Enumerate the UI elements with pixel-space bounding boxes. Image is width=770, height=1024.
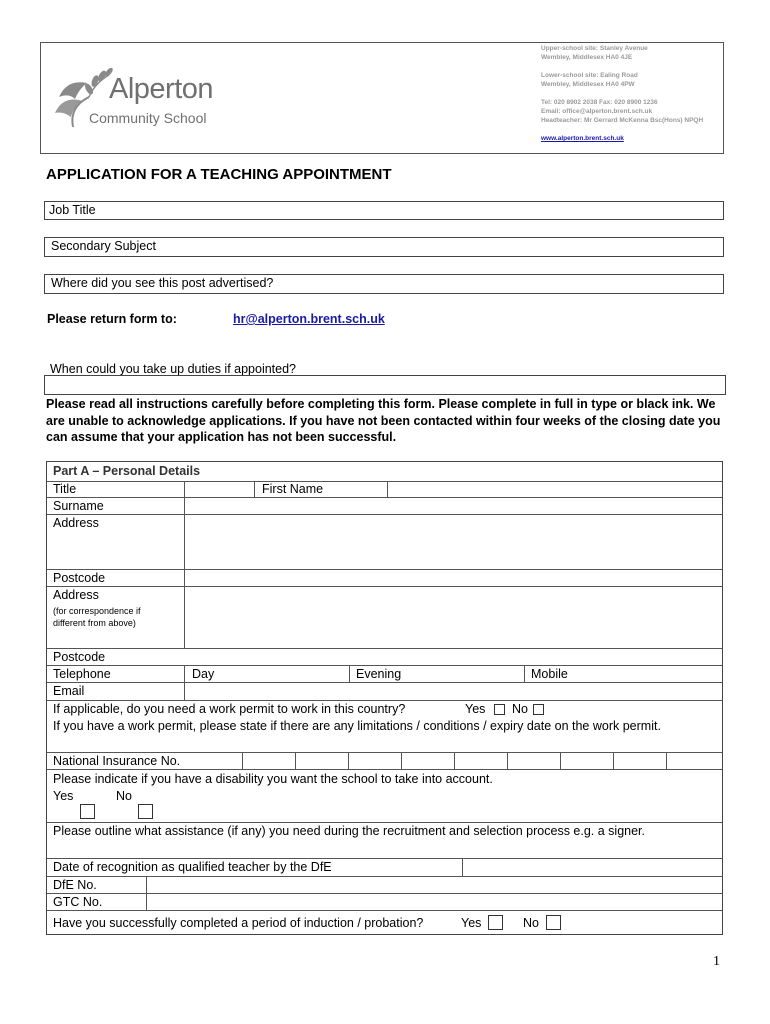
info-line: Headteacher: Mr Gerrard McKenna Bsc(Hons) NPQH xyxy=(541,117,704,124)
work-permit-yes-checkbox[interactable] xyxy=(494,704,505,715)
first-name-label: First Name xyxy=(262,482,324,496)
school-header xyxy=(40,42,724,154)
work-permit-yes-label: Yes xyxy=(465,702,486,716)
school-contact-info xyxy=(541,44,703,143)
telephone-label: Telephone xyxy=(53,667,111,681)
work-permit-details-label: If you have a work permit, please state if there are any limitations / conditions / expiry date on the work permit. xyxy=(53,719,661,733)
induction-no-checkbox[interactable] xyxy=(546,915,561,930)
duties-input[interactable] xyxy=(44,375,726,395)
return-label: Please return form to: xyxy=(47,312,177,326)
work-permit-no-checkbox[interactable] xyxy=(533,704,544,715)
recognition-date-label: Date of recognition as qualified teacher by the DfE xyxy=(53,860,332,874)
evening-label: Evening xyxy=(356,667,402,681)
info-line: Lower-school site: Ealing Road xyxy=(541,72,638,79)
induction-yes-label: Yes xyxy=(461,916,482,930)
surname-label: Surname xyxy=(53,499,104,513)
form-title: APPLICATION FOR A TEACHING APPOINTMENT xyxy=(46,166,392,183)
work-permit-question: If applicable, do you need a work permit to work in this country? xyxy=(53,702,406,716)
instructions-text: Please read all instructions carefully before completing this form. Please complete in full in type or black ink. We are unable to acknowledge applications. If you have not been contacted within four weeks of the closing date you can assume that your application has not been successful. xyxy=(46,397,721,444)
day-label: Day xyxy=(192,667,215,681)
info-line: Upper-school site: Stanley Avenue xyxy=(541,45,648,52)
address2-note: (for correspondence if different from above) xyxy=(53,606,141,628)
job-title-field[interactable]: Job Title xyxy=(44,201,724,220)
email-label: Email xyxy=(53,684,85,698)
address2-label: Address xyxy=(53,588,99,602)
return-email-link[interactable]: hr@alperton.brent.sch.uk xyxy=(233,312,385,326)
logo-name: Alperton xyxy=(109,73,214,105)
page-number: 1 xyxy=(713,954,720,969)
logo-subtitle: Community School xyxy=(89,110,207,126)
secondary-subject-field[interactable]: Secondary Subject xyxy=(44,237,724,257)
gtc-number-label: GTC No. xyxy=(53,895,103,909)
induction-yes-checkbox[interactable] xyxy=(488,915,503,930)
address-label: Address xyxy=(53,516,99,530)
postcode-label: Postcode xyxy=(53,571,106,585)
disability-yes-label: Yes xyxy=(53,789,74,803)
induction-question: Have you successfully completed a period of induction / probation? xyxy=(53,916,424,930)
disability-question: Please indicate if you have a disability you want the school to take into account. xyxy=(53,772,493,786)
info-line: Email: office@alperton.brent.sch.uk xyxy=(541,108,653,115)
duties-label: When could you take up duties if appointed? xyxy=(50,362,297,376)
personal-details-table xyxy=(46,461,723,935)
work-permit-no-label: No xyxy=(512,702,528,716)
mobile-label: Mobile xyxy=(531,667,568,681)
info-line: Wembley, Middlesex HA0 4JE xyxy=(541,54,633,61)
disability-yes-checkbox[interactable] xyxy=(80,804,95,819)
website-link[interactable]: www.alperton.brent.sch.uk xyxy=(541,135,624,142)
dfe-number-label: DfE No. xyxy=(53,878,97,892)
info-line: Tel: 020 8902 2038 Fax: 020 8900 1236 xyxy=(541,99,658,106)
assistance-question: Please outline what assistance (if any) you need during the recruitment and selection process e.g. a signer. xyxy=(53,824,646,838)
induction-no-label: No xyxy=(523,916,539,930)
info-line: Wembley, Middlesex HA0 4PW xyxy=(541,81,635,88)
ni-number-label: National Insurance No. xyxy=(53,754,181,768)
part-a-heading: Part A – Personal Details xyxy=(53,464,201,478)
title-label: Title xyxy=(53,482,77,496)
disability-no-checkbox[interactable] xyxy=(138,804,153,819)
advertised-field[interactable]: Where did you see this post advertised? xyxy=(44,274,724,294)
postcode2-label: Postcode xyxy=(53,650,106,664)
disability-no-label: No xyxy=(116,789,132,803)
